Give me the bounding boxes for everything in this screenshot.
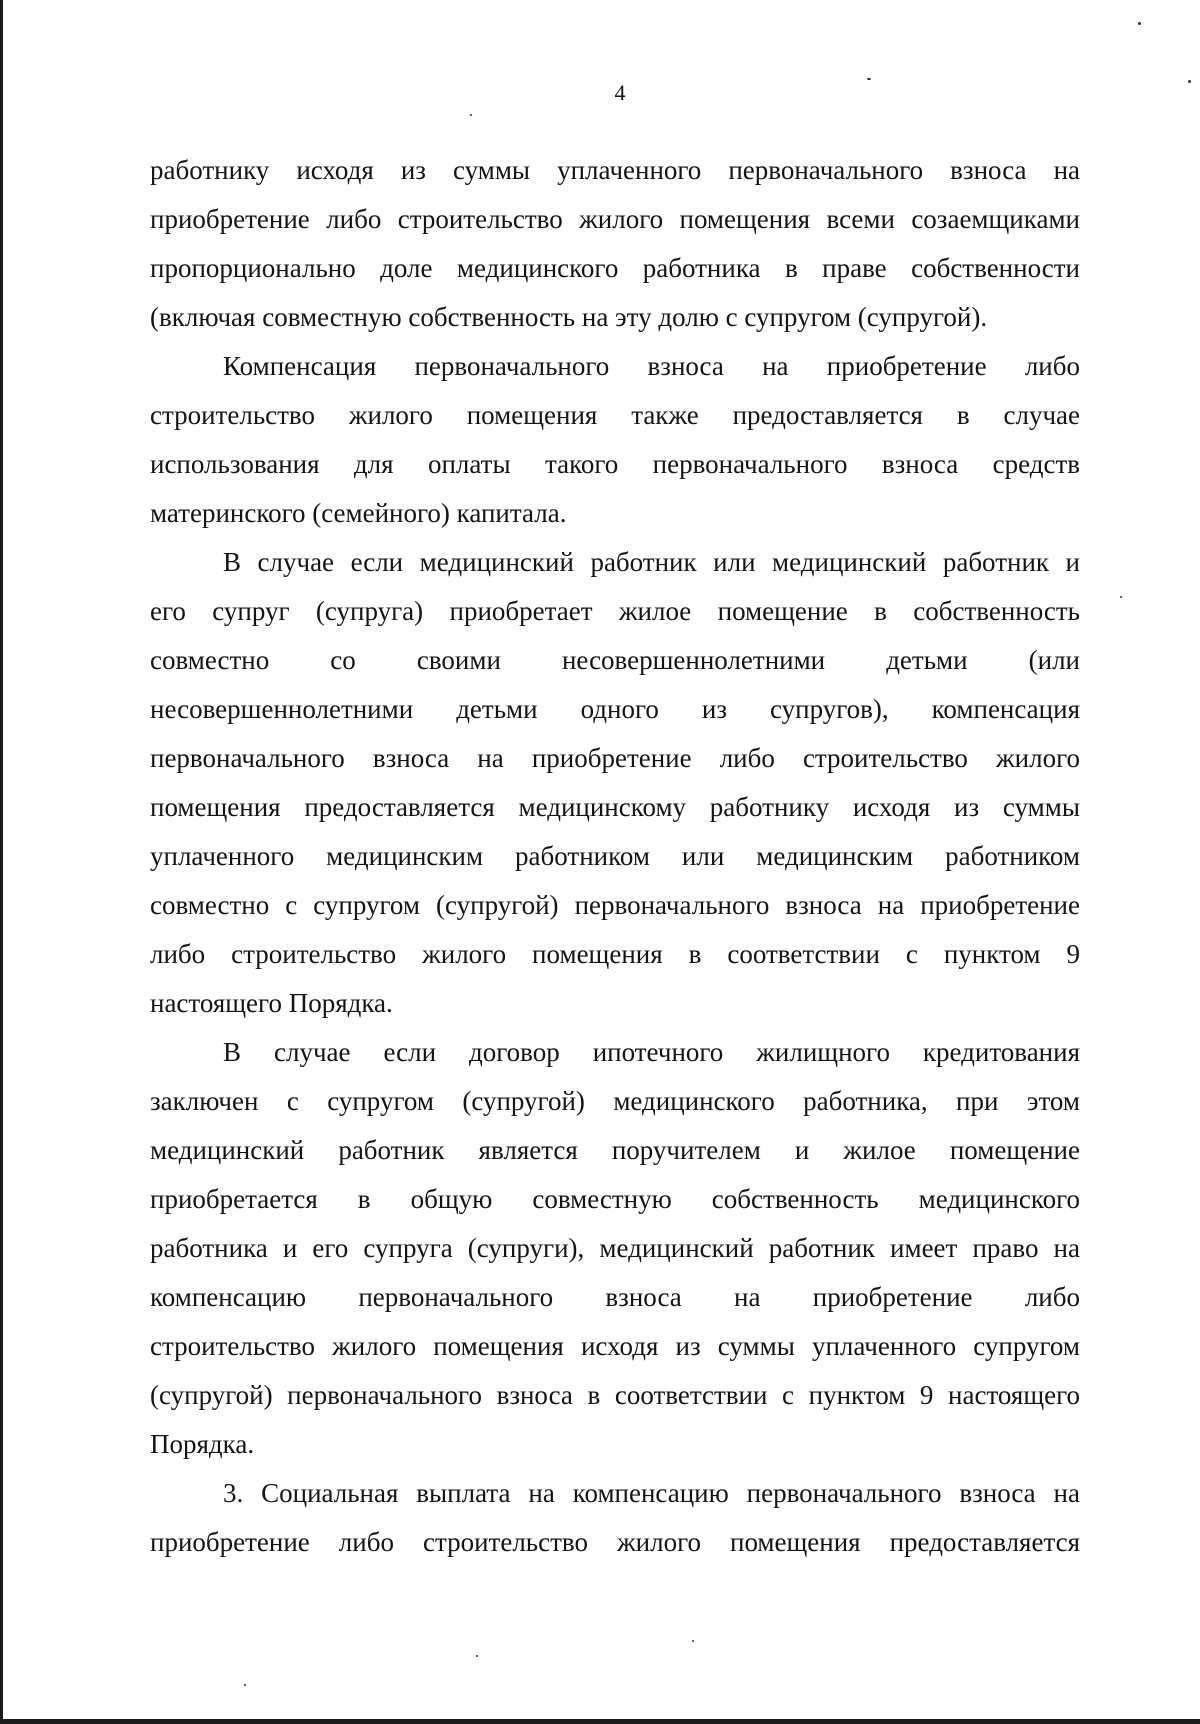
scan-speck: [470, 114, 472, 116]
text-line: материнского (семейного) капитала.: [150, 498, 567, 528]
text-line: строительство жилого помещения также предоставляется в случае: [150, 400, 1080, 430]
scan-bottom-edge: [0, 1719, 1200, 1724]
text-line: первоначального взноса на приобретение либо строительство жилого: [150, 743, 1080, 773]
text-line: совместно со своими несовершеннолетними детьми (или: [150, 645, 1080, 675]
text-line: работника и его супруга (супруги), медицинский работник имеет право на: [150, 1233, 1080, 1263]
text-line: В случае если медицинский работник или медицинский работник и: [223, 547, 1080, 577]
text-line: Компенсация первоначального взноса на приобретение либо: [223, 351, 1080, 381]
text-line: (супругой) первоначального взноса в соответствии с пунктом 9 настоящего: [150, 1380, 1080, 1410]
paragraph: [150, 342, 1080, 538]
text-line: компенсацию первоначального взноса на приобретение либо: [150, 1282, 1080, 1312]
scan-left-edge: [0, 0, 3, 1724]
text-line: пропорционально доле медицинского работника в праве собственности: [150, 253, 1080, 283]
paragraph: [150, 538, 1080, 1028]
text-line: (включая совместную собственность на эту долю с супругом (супругой).: [150, 302, 988, 332]
document-body: [150, 146, 1080, 1567]
text-line: 3. Социальная выплата на компенсацию первоначального взноса на: [223, 1478, 1080, 1508]
paragraph: [150, 1028, 1080, 1469]
text-line: заключен с супругом (супругой) медицинского работника, при этом: [150, 1086, 1080, 1116]
text-line: приобретение либо строительство жилого помещения всеми созаемщиками: [150, 204, 1080, 234]
text-line: В случае если договор ипотечного жилищного кредитования: [223, 1037, 1080, 1067]
text-line: работнику исходя из суммы уплаченного первоначального взноса на: [150, 155, 1080, 185]
scan-speck: [692, 1640, 694, 1642]
text-line: несовершеннолетними детьми одного из супругов), компенсация: [150, 694, 1080, 724]
text-line: Порядка.: [150, 1429, 255, 1459]
text-line: уплаченного медицинским работником или медицинским работником: [150, 841, 1080, 871]
text-line: настоящего Порядка.: [150, 988, 393, 1018]
text-line: приобретение либо строительство жилого помещения предоставляется: [150, 1527, 1080, 1557]
text-line: медицинский работник является поручителем и жилое помещение: [150, 1135, 1080, 1165]
text-line: строительство жилого помещения исходя из суммы уплаченного супругом: [150, 1331, 1080, 1361]
page-number: 4: [614, 80, 626, 105]
text-line: помещения предоставляется медицинскому работнику исходя из суммы: [150, 792, 1080, 822]
scan-speck: [244, 1684, 246, 1686]
text-line: его супруг (супруга) приобретает жилое помещение в собственность: [150, 596, 1080, 626]
scan-speck: [476, 1655, 478, 1657]
text-line: использования для оплаты такого первоначального взноса средств: [150, 449, 1080, 479]
text-line: либо строительство жилого помещения в соответствии с пунктом 9: [150, 939, 1080, 969]
paragraph: [150, 1469, 1080, 1567]
scan-speck: [1120, 596, 1122, 598]
paragraph: [150, 146, 1080, 342]
text-line: приобретается в общую совместную собственность медицинского: [150, 1184, 1080, 1214]
scan-speck: [1138, 22, 1141, 25]
text-line: совместно с супругом (супругой) первоначального взноса на приобретение: [150, 890, 1080, 920]
